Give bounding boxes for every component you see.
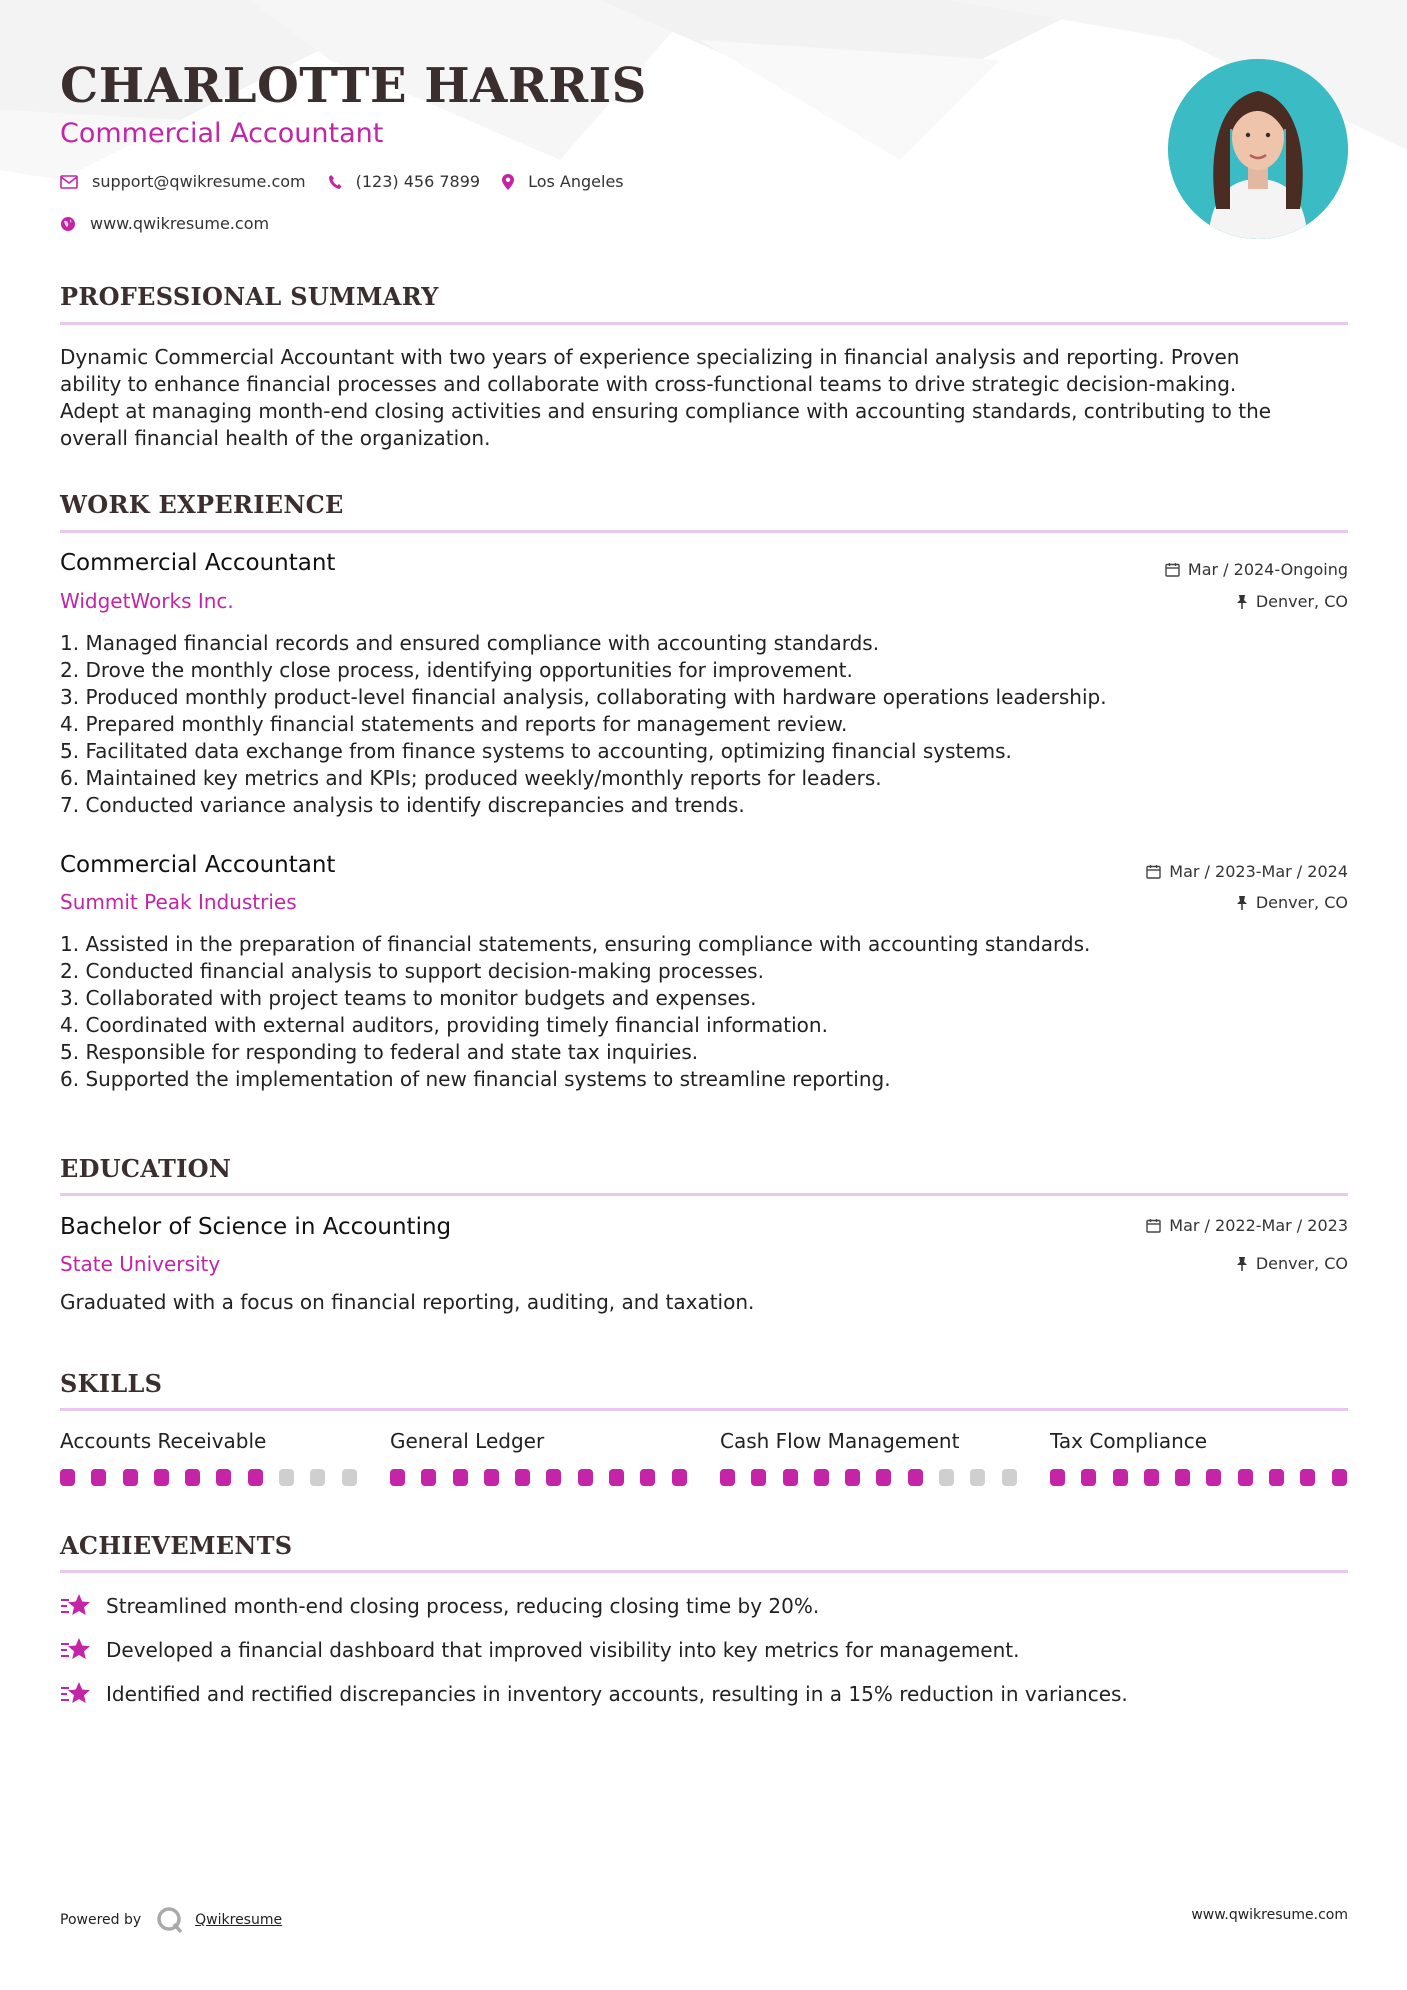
skill-dot-filled <box>751 1469 766 1486</box>
achievement-item <box>60 1592 819 1620</box>
achievements-divider <box>60 1570 1348 1573</box>
skill-dot-empty <box>939 1469 954 1486</box>
skill-dot-empty <box>342 1469 357 1486</box>
skill-dot-filled <box>1269 1469 1284 1486</box>
job-dates-text: Mar / 2024-Ongoing <box>1187 560 1348 579</box>
phone-text: (123) 456 7899 <box>355 172 481 191</box>
skill-dot-filled <box>609 1469 624 1486</box>
skill-item <box>720 1429 1020 1486</box>
skill-level-meter <box>60 1469 360 1486</box>
skill-dot-empty <box>310 1469 325 1486</box>
experience-heading: WORK EXPERIENCE <box>60 490 344 519</box>
education-heading: EDUCATION <box>60 1154 232 1183</box>
star-icon <box>60 1680 92 1708</box>
job-title: Commercial Accountant <box>60 852 336 878</box>
skill-dot-filled <box>1238 1469 1253 1486</box>
education-divider <box>60 1193 1348 1196</box>
job-location-text: Denver, CO <box>1255 893 1348 912</box>
powered-by <box>60 1905 282 1935</box>
job-responsibilities <box>60 630 1348 819</box>
skill-dot-filled <box>453 1469 468 1486</box>
skill-item <box>60 1429 360 1486</box>
education-dates <box>1146 1216 1348 1235</box>
summary-heading: PROFESSIONAL SUMMARY <box>60 282 439 311</box>
skill-level-meter <box>720 1469 1020 1486</box>
contact-website[interactable] <box>60 214 269 233</box>
candidate-title: Commercial Accountant <box>60 118 384 149</box>
skill-dot-filled <box>845 1469 860 1486</box>
contact-email[interactable] <box>60 172 306 191</box>
skill-name: Accounts Receivable <box>60 1429 267 1453</box>
skill-dot-filled <box>123 1469 138 1486</box>
job-company: Summit Peak Industries <box>60 890 297 914</box>
pushpin-icon <box>1236 1256 1248 1271</box>
skill-name: Cash Flow Management <box>720 1429 960 1453</box>
school-name: State University <box>60 1252 221 1276</box>
contact-row-primary <box>60 172 646 191</box>
education-dates-text: Mar / 2022-Mar / 2023 <box>1169 1216 1348 1235</box>
skill-dot-empty <box>1002 1469 1017 1486</box>
job-location <box>1236 893 1348 912</box>
skill-dot-filled <box>876 1469 891 1486</box>
skill-level-meter <box>390 1469 690 1486</box>
skill-dot-filled <box>91 1469 106 1486</box>
contact-phone[interactable] <box>328 172 480 191</box>
education-location <box>1236 1254 1348 1273</box>
list-item: 1. Assisted in the preparation of financial statements, ensuring compliance with accounting standards. <box>60 932 1091 956</box>
list-item: 5. Responsible for responding to federal and state tax inquiries. <box>60 1040 699 1064</box>
list-item: 4. Coordinated with external auditors, providing timely financial information. <box>60 1013 828 1037</box>
skill-dot-filled <box>720 1469 735 1486</box>
skill-dot-filled <box>1332 1469 1347 1486</box>
calendar-icon <box>1165 562 1180 577</box>
list-item: 4. Prepared monthly financial statements and reports for management review. <box>60 712 848 736</box>
skill-name: Tax Compliance <box>1050 1429 1208 1453</box>
summary-text <box>60 344 1348 452</box>
experience-divider <box>60 530 1348 533</box>
skill-dot-filled <box>672 1469 687 1486</box>
summary-line: overall financial health of the organization. <box>60 426 491 450</box>
list-item: 3. Collaborated with project teams to monitor budgets and expenses. <box>60 986 757 1010</box>
footer-url[interactable]: www.qwikresume.com <box>1191 1907 1348 1923</box>
list-item: 1. Managed financial records and ensured compliance with accounting standards. <box>60 631 880 655</box>
degree-title: Bachelor of Science in Accounting <box>60 1214 452 1240</box>
qwikresume-logo-icon <box>155 1905 185 1935</box>
skill-dot-filled <box>640 1469 655 1486</box>
skill-dot-filled <box>1206 1469 1221 1486</box>
skill-item <box>390 1429 690 1486</box>
list-item: 6. Maintained key metrics and KPIs; produced weekly/monthly reports for leaders. <box>60 766 882 790</box>
skill-dot-filled <box>484 1469 499 1486</box>
skill-dot-filled <box>814 1469 829 1486</box>
qwikresume-link[interactable]: Qwikresume <box>195 1912 283 1928</box>
skill-dot-filled <box>1081 1469 1096 1486</box>
skill-level-meter <box>1050 1469 1350 1486</box>
skill-dot-filled <box>60 1469 75 1486</box>
pushpin-icon <box>1236 895 1248 910</box>
phone-icon <box>328 174 342 190</box>
list-item: 7. Conducted variance analysis to identify discrepancies and trends. <box>60 793 745 817</box>
skill-dot-filled <box>546 1469 561 1486</box>
avatar <box>1168 59 1348 239</box>
globe-icon <box>60 216 76 232</box>
skill-name: General Ledger <box>390 1429 545 1453</box>
location-text: Los Angeles <box>528 172 624 191</box>
skill-dot-filled <box>216 1469 231 1486</box>
job-dates-text: Mar / 2023-Mar / 2024 <box>1169 862 1348 881</box>
contact-row-secondary <box>60 214 291 233</box>
skills-divider <box>60 1408 1348 1411</box>
summary-line: Dynamic Commercial Accountant with two years of experience specializing in financial analysis and reporting. Proven <box>60 345 1240 369</box>
job-location-text: Denver, CO <box>1255 592 1348 611</box>
skill-dot-filled <box>783 1469 798 1486</box>
skill-dot-empty <box>279 1469 294 1486</box>
skill-dot-filled <box>578 1469 593 1486</box>
candidate-name: CHARLOTTE HARRIS <box>60 58 647 114</box>
skill-dot-filled <box>908 1469 923 1486</box>
skill-dot-filled <box>1175 1469 1190 1486</box>
summary-line: Adept at managing month-end closing activities and ensuring compliance with accounting standards, contributing to the <box>60 399 1272 423</box>
skill-dot-filled <box>515 1469 530 1486</box>
envelope-icon <box>60 175 78 189</box>
skill-dot-filled <box>248 1469 263 1486</box>
calendar-icon <box>1146 1218 1161 1233</box>
education-description: Graduated with a focus on financial reporting, auditing, and taxation. <box>60 1290 755 1314</box>
list-item: 3. Produced monthly product-level financial analysis, collaborating with hardware operations leadership. <box>60 685 1107 709</box>
skill-dot-filled <box>185 1469 200 1486</box>
list-item: 2. Conducted financial analysis to support decision-making processes. <box>60 959 764 983</box>
powered-by-label: Powered by <box>60 1912 142 1928</box>
job-dates <box>1165 560 1348 579</box>
achievement-text: Developed a financial dashboard that improved visibility into key metrics for management. <box>106 1638 1020 1662</box>
achievement-item <box>60 1680 1128 1708</box>
achievement-text: Streamlined month-end closing process, reducing closing time by 20%. <box>106 1594 820 1618</box>
list-item: 6. Supported the implementation of new financial systems to streamline reporting. <box>60 1067 891 1091</box>
achievement-item <box>60 1636 1020 1664</box>
profile-photo <box>1168 59 1348 239</box>
skill-dot-filled <box>154 1469 169 1486</box>
skill-dot-filled <box>421 1469 436 1486</box>
email-text: support@qwikresume.com <box>92 172 306 191</box>
skill-dot-filled <box>1113 1469 1128 1486</box>
list-item: 2. Drove the monthly close process, identifying opportunities for improvement. <box>60 658 853 682</box>
achievement-text: Identified and rectified discrepancies in inventory accounts, resulting in a 15% reduction in variances. <box>106 1682 1128 1706</box>
summary-line: ability to enhance financial processes and collaborate with cross-functional teams to drive strategic decision-making. <box>60 372 1237 396</box>
job-responsibilities <box>60 931 1348 1093</box>
summary-divider <box>60 322 1348 325</box>
skill-dot-empty <box>970 1469 985 1486</box>
pushpin-icon <box>1236 594 1248 609</box>
calendar-icon <box>1146 864 1161 879</box>
contact-location <box>502 172 624 191</box>
skill-dot-filled <box>1144 1469 1159 1486</box>
job-company: WidgetWorks Inc. <box>60 589 234 613</box>
website-text: www.qwikresume.com <box>90 214 270 233</box>
star-icon <box>60 1636 92 1664</box>
job-dates <box>1146 862 1348 881</box>
skill-item <box>1050 1429 1350 1486</box>
list-item: 5. Facilitated data exchange from finance systems to accounting, optimizing financial systems. <box>60 739 1012 763</box>
skill-dot-filled <box>1300 1469 1315 1486</box>
star-icon <box>60 1592 92 1620</box>
map-pin-icon <box>502 174 514 190</box>
job-location <box>1236 592 1348 611</box>
skill-dot-filled <box>1050 1469 1065 1486</box>
skill-dot-filled <box>390 1469 405 1486</box>
achievements-heading: ACHIEVEMENTS <box>60 1531 293 1560</box>
job-title: Commercial Accountant <box>60 550 336 576</box>
skills-heading: SKILLS <box>60 1369 163 1398</box>
education-location-text: Denver, CO <box>1255 1254 1348 1273</box>
